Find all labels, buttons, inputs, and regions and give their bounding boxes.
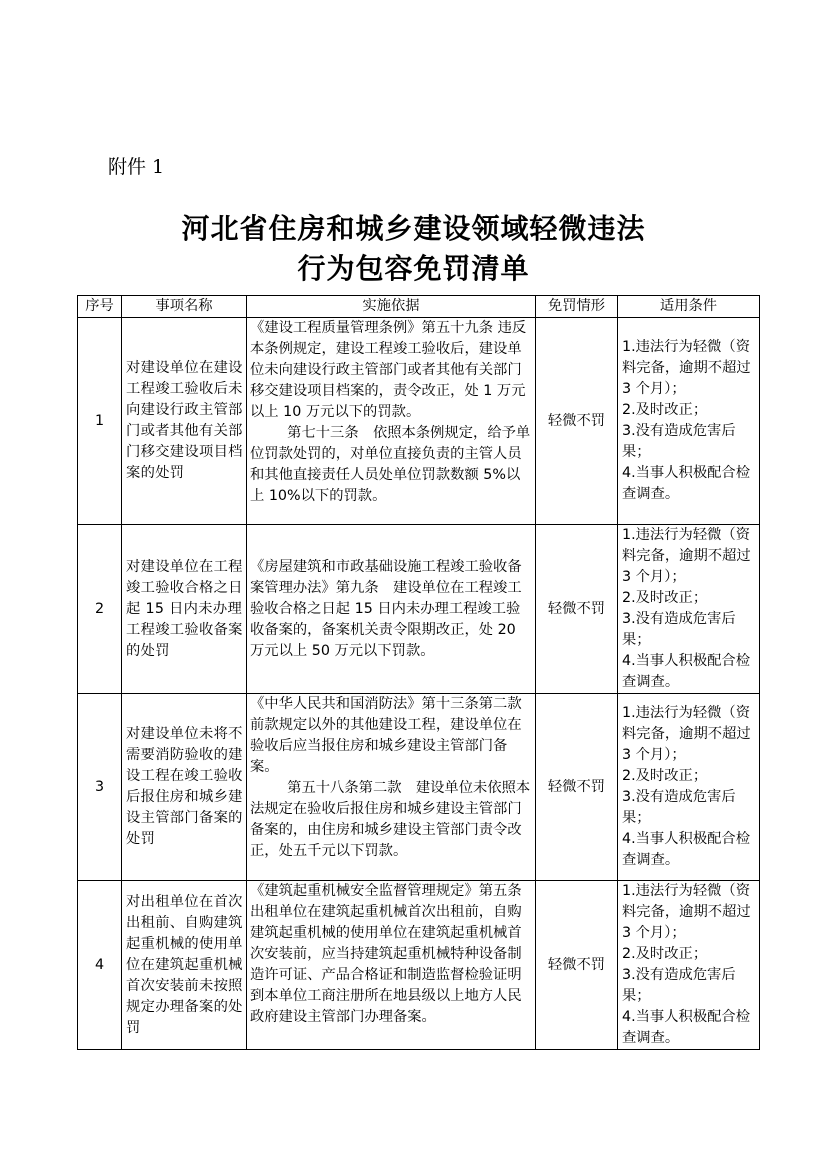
condition-item: 2.及时改正；: [622, 946, 708, 962]
row-basis: [247, 525, 536, 694]
row-situation: 轻微不罚: [536, 318, 618, 525]
attachment-label: 附件 1: [108, 156, 165, 178]
row-basis: [247, 881, 536, 1050]
condition-item: 3.没有造成危害后果；: [622, 967, 736, 1004]
condition-item: 1.违法行为轻微（资料完备，逾期不超过 3 个月）；: [622, 339, 751, 397]
document-title-line1: 河北省住房和城乡建设领域轻微违法: [181, 212, 646, 245]
row-no: 4: [78, 881, 122, 1050]
condition-item: 3.没有造成危害后果；: [622, 423, 736, 460]
row-situation: 轻微不罚: [536, 881, 618, 1050]
condition-item: 1.违法行为轻微（资料完备，逾期不超过 3 个月）；: [622, 883, 751, 941]
condition-item: 3.没有造成危害后果；: [622, 611, 736, 648]
basis-paragraph: 《房屋建筑和市政基础设施工程竣工验收备案管理办法》第九条 建设单位在工程竣工验收合格之日起 15 日内未办理工程竣工验收备案的，备案机关责令限期改正，处 20 万元以上 50 万元以下罚款。: [250, 558, 522, 659]
header-no: 序号: [78, 296, 122, 318]
row-basis: [247, 694, 536, 881]
row-conditions: [618, 318, 760, 525]
penalty-exemption-table: [77, 295, 760, 1050]
condition-item: 2.及时改正；: [622, 590, 708, 606]
row-conditions: [618, 525, 760, 694]
row-item-name: 对建设单位未将不需要消防验收的建设工程在竣工验收后报住房和城乡建设主管部门备案的处罚: [122, 694, 247, 881]
table-row: [78, 525, 760, 694]
basis-paragraph: 《建筑起重机械安全监督管理规定》第五条 出租单位在建筑起重机械首次出租前，自购建筑起重机械的使用单位在建筑起重机械首次安装前，应当持建筑起重机械特种设备制造许可证、产品合格证和制造监督检验证明到本单位工商注册所在地县级以上地方人民政府建设主管部门办理备案。: [250, 883, 536, 1025]
row-no: 1: [78, 318, 122, 525]
basis-paragraph: 《中华人民共和国消防法》第十三条第二款 前款规定以外的其他建设工程，建设单位在验收后应当报住房和城乡建设主管部门备案。: [250, 696, 536, 775]
row-situation: 轻微不罚: [536, 694, 618, 881]
basis-paragraph: 第五十八条第二款 建设单位未依照本法规定在验收后报住房和城乡建设主管部门备案的，由住房和城乡建设主管部门责令改正，处五千元以下罚款。: [250, 780, 531, 859]
condition-item: 4.当事人积极配合检查调查。: [622, 1009, 751, 1046]
basis-paragraph: 《建设工程质量管理条例》第五十九条 违反本条例规定，建设工程竣工验收后，建设单位未向建设行政主管部门或者其他有关部门移交建设项目档案的，责令改正，处 1 万元以上 10 万元以下的罚款。: [250, 320, 527, 420]
condition-item: 4.当事人积极配合检查调查。: [622, 831, 751, 868]
row-basis: [247, 318, 536, 525]
condition-item: 2.及时改正；: [622, 768, 708, 784]
row-conditions: [618, 881, 760, 1050]
condition-item: 1.违法行为轻微（资料完备，逾期不超过 3 个月）；: [622, 705, 751, 763]
table-row: [78, 881, 760, 1050]
table-row: [78, 694, 760, 881]
table-row: [78, 318, 760, 525]
row-conditions: [618, 694, 760, 881]
row-no: 3: [78, 694, 122, 881]
row-item-name: 对出租单位在首次出租前、自购建筑起重机械的使用单位在建筑起重机械首次安装前未按照规定办理备案的处罚: [122, 881, 247, 1050]
document-title-line2: 行为包容免罚清单: [297, 252, 530, 285]
table-header-row: [78, 296, 760, 318]
basis-paragraph: 第七十三条 依照本条例规定，给予单位罚款处罚的，对单位直接负责的主管人员和其他直接责任人员处单位罚款数额 5%以上 10%以下的罚款。: [250, 425, 531, 504]
header-conditions: 适用条件: [618, 296, 760, 318]
condition-item: 4.当事人积极配合检查调查。: [622, 465, 751, 502]
header-situation: 免罚情形: [536, 296, 618, 318]
condition-item: 3.没有造成危害后果；: [622, 789, 736, 826]
row-item-name: 对建设单位在建设工程竣工验收后未向建设行政主管部门或者其他有关部门移交建设项目档案的处罚: [122, 318, 247, 525]
condition-item: 4.当事人积极配合检查调查。: [622, 653, 751, 690]
row-no: 2: [78, 525, 122, 694]
condition-item: 2.及时改正；: [622, 402, 708, 418]
header-basis: 实施依据: [247, 296, 536, 318]
header-item-name: 事项名称: [122, 296, 247, 318]
row-item-name: 对建设单位在工程竣工验收合格之日起 15 日内未办理工程竣工验收备案的处罚: [122, 525, 247, 694]
row-situation: 轻微不罚: [536, 525, 618, 694]
condition-item: 1.违法行为轻微（资料完备，逾期不超过 3 个月）；: [622, 527, 751, 585]
